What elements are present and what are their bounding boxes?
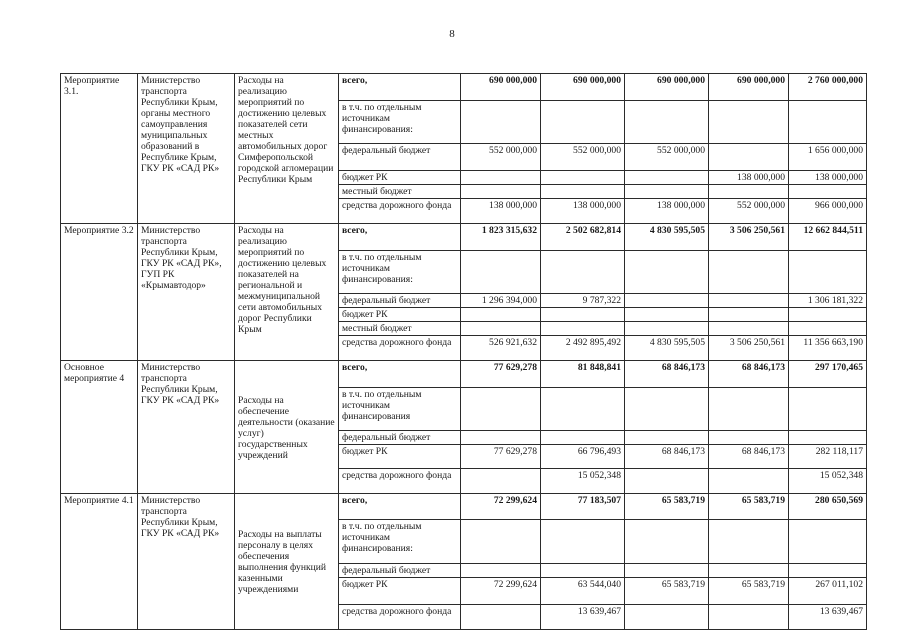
amount-cell: 297 170,465 (789, 361, 867, 388)
amount-cell: 72 299,624 (461, 494, 541, 520)
funding-source: всего, (339, 494, 461, 520)
amount-cell: 15 052,348 (541, 469, 625, 494)
amount-cell: 690 000,000 (541, 74, 625, 101)
amount-cell: 77 629,278 (461, 361, 541, 388)
amount-cell: 690 000,000 (461, 74, 541, 101)
amount-cell (709, 185, 789, 199)
amount-cell: 13 639,467 (789, 605, 867, 630)
amount-cell (541, 564, 625, 578)
amount-cell: 66 796,493 (541, 445, 625, 469)
amount-cell (709, 251, 789, 294)
amount-cell: 966 000,000 (789, 199, 867, 224)
expense-description: Расходы на выплаты персоналу в целях обеспечения выполнения функций казенными учреждениями (235, 494, 339, 630)
amount-cell: 138 000,000 (461, 199, 541, 224)
amount-cell (709, 388, 789, 431)
event-name: Мероприятие 3.1. (61, 74, 138, 224)
amount-cell: 65 583,719 (709, 494, 789, 520)
amount-cell (709, 605, 789, 630)
funding-source: всего, (339, 74, 461, 101)
event-name: Мероприятие 4.1 (61, 494, 138, 630)
amount-cell: 77 183,507 (541, 494, 625, 520)
amount-cell: 280 650,569 (789, 494, 867, 520)
amount-cell (709, 144, 789, 171)
expense-description: Расходы на обеспечение деятельности (оказание услуг) государственных учреждений (235, 361, 339, 494)
funding-source: федеральный бюджет (339, 144, 461, 171)
funding-source: федеральный бюджет (339, 564, 461, 578)
amount-cell (625, 251, 709, 294)
amount-cell (789, 564, 867, 578)
amount-cell (461, 185, 541, 199)
amount-cell (541, 322, 625, 336)
executor: Министерство транспорта Республики Крым, ГКУ РК «САД РК», ГУП РК «Крымавтодор» (138, 224, 235, 361)
amount-cell (709, 322, 789, 336)
amount-cell (461, 308, 541, 322)
amount-cell (461, 101, 541, 144)
funding-source: бюджет РК (339, 445, 461, 469)
amount-cell (541, 308, 625, 322)
amount-cell: 72 299,624 (461, 578, 541, 605)
funding-source: местный бюджет (339, 185, 461, 199)
amount-cell: 81 848,841 (541, 361, 625, 388)
funding-source: бюджет РК (339, 578, 461, 605)
amount-cell: 65 583,719 (709, 578, 789, 605)
amount-cell: 282 118,117 (789, 445, 867, 469)
amount-cell (541, 520, 625, 564)
amount-cell: 2 760 000,000 (789, 74, 867, 101)
amount-cell: 1 823 315,632 (461, 224, 541, 251)
funding-table (60, 73, 867, 630)
amount-cell: 138 000,000 (709, 171, 789, 185)
amount-cell: 68 846,173 (625, 445, 709, 469)
funding-source: в т.ч. по отдельным источникам финансирования (339, 388, 461, 431)
amount-cell (789, 185, 867, 199)
amount-cell (789, 322, 867, 336)
amount-cell: 65 583,719 (625, 578, 709, 605)
amount-cell (461, 564, 541, 578)
amount-cell (625, 520, 709, 564)
executor: Министерство транспорта Республики Крым, органы местного самоуправления муниципальных образований в Республике Крым, ГКУ РК «САД РК» (138, 74, 235, 224)
amount-cell (541, 388, 625, 431)
table-row (61, 224, 867, 251)
funding-source: бюджет РК (339, 171, 461, 185)
amount-cell (625, 564, 709, 578)
amount-cell: 4 830 595,505 (625, 224, 709, 251)
funding-source: в т.ч. по отдельным источникам финансирования: (339, 101, 461, 144)
funding-source: средства дорожного фонда (339, 199, 461, 224)
amount-cell: 68 846,173 (709, 445, 789, 469)
amount-cell (709, 101, 789, 144)
funding-source: средства дорожного фонда (339, 605, 461, 630)
amount-cell (789, 251, 867, 294)
amount-cell (461, 605, 541, 630)
funding-source: всего, (339, 224, 461, 251)
amount-cell: 1 306 181,322 (789, 294, 867, 308)
amount-cell: 552 000,000 (541, 144, 625, 171)
amount-cell: 3 506 250,561 (709, 336, 789, 361)
amount-cell (625, 308, 709, 322)
amount-cell (709, 564, 789, 578)
funding-source: федеральный бюджет (339, 431, 461, 445)
funding-source: местный бюджет (339, 322, 461, 336)
amount-cell: 552 000,000 (709, 199, 789, 224)
amount-cell: 63 544,040 (541, 578, 625, 605)
amount-cell (625, 388, 709, 431)
amount-cell (709, 431, 789, 445)
amount-cell: 68 846,173 (709, 361, 789, 388)
amount-cell (541, 251, 625, 294)
funding-source: средства дорожного фонда (339, 469, 461, 494)
amount-cell (789, 308, 867, 322)
amount-cell (789, 431, 867, 445)
amount-cell (625, 322, 709, 336)
amount-cell: 138 000,000 (541, 199, 625, 224)
executor: Министерство транспорта Республики Крым, ГКУ РК «САД РК» (138, 361, 235, 494)
event-name: Мероприятие 3.2 (61, 224, 138, 361)
funding-source: средства дорожного фонда (339, 336, 461, 361)
funding-source: в т.ч. по отдельным источникам финансирования: (339, 520, 461, 564)
amount-cell (789, 388, 867, 431)
amount-cell: 2 492 895,492 (541, 336, 625, 361)
amount-cell: 690 000,000 (709, 74, 789, 101)
amount-cell: 4 830 595,505 (625, 336, 709, 361)
amount-cell: 15 052,348 (789, 469, 867, 494)
amount-cell (461, 431, 541, 445)
amount-cell (625, 431, 709, 445)
amount-cell: 1 656 000,000 (789, 144, 867, 171)
amount-cell (461, 469, 541, 494)
expense-description: Расходы на реализацию мероприятий по достижению целевых показателей сети местных автомобильных дорог Симферопольской городской агломерации Республики Крым (235, 74, 339, 224)
funding-source: в т.ч. по отдельным источникам финансирования: (339, 251, 461, 294)
amount-cell (625, 294, 709, 308)
amount-cell: 65 583,719 (625, 494, 709, 520)
amount-cell: 552 000,000 (461, 144, 541, 171)
amount-cell: 11 356 663,190 (789, 336, 867, 361)
amount-cell: 138 000,000 (625, 199, 709, 224)
amount-cell (461, 388, 541, 431)
amount-cell: 68 846,173 (625, 361, 709, 388)
amount-cell: 3 506 250,561 (709, 224, 789, 251)
amount-cell (625, 605, 709, 630)
amount-cell: 138 000,000 (789, 171, 867, 185)
amount-cell (789, 101, 867, 144)
amount-cell (541, 185, 625, 199)
amount-cell: 77 629,278 (461, 445, 541, 469)
funding-source: всего, (339, 361, 461, 388)
amount-cell (541, 431, 625, 445)
amount-cell (625, 469, 709, 494)
expense-description: Расходы на реализацию мероприятий по достижению целевых показателей на региональной и межмуниципальной сети автомобильных дорог Республики Крым (235, 224, 339, 361)
amount-cell (461, 322, 541, 336)
amount-cell (709, 308, 789, 322)
amount-cell (709, 469, 789, 494)
table-row (61, 361, 867, 388)
event-name: Основное мероприятие 4 (61, 361, 138, 494)
funding-source: бюджет РК (339, 308, 461, 322)
amount-cell: 1 296 394,000 (461, 294, 541, 308)
funding-source: федеральный бюджет (339, 294, 461, 308)
amount-cell (625, 101, 709, 144)
amount-cell (541, 101, 625, 144)
amount-cell: 9 787,322 (541, 294, 625, 308)
amount-cell (709, 520, 789, 564)
amount-cell (461, 251, 541, 294)
table-row (61, 74, 867, 101)
page-number: 8 (449, 28, 455, 40)
amount-cell: 267 011,102 (789, 578, 867, 605)
amount-cell (789, 520, 867, 564)
executor: Министерство транспорта Республики Крым, ГКУ РК «САД РК» (138, 494, 235, 630)
amount-cell (625, 185, 709, 199)
amount-cell: 690 000,000 (625, 74, 709, 101)
amount-cell (541, 171, 625, 185)
amount-cell (709, 294, 789, 308)
amount-cell: 12 662 844,511 (789, 224, 867, 251)
amount-cell: 13 639,467 (541, 605, 625, 630)
amount-cell (461, 520, 541, 564)
amount-cell: 552 000,000 (625, 144, 709, 171)
table-row (61, 494, 867, 520)
amount-cell: 2 502 682,814 (541, 224, 625, 251)
amount-cell (461, 171, 541, 185)
amount-cell (625, 171, 709, 185)
amount-cell: 526 921,632 (461, 336, 541, 361)
